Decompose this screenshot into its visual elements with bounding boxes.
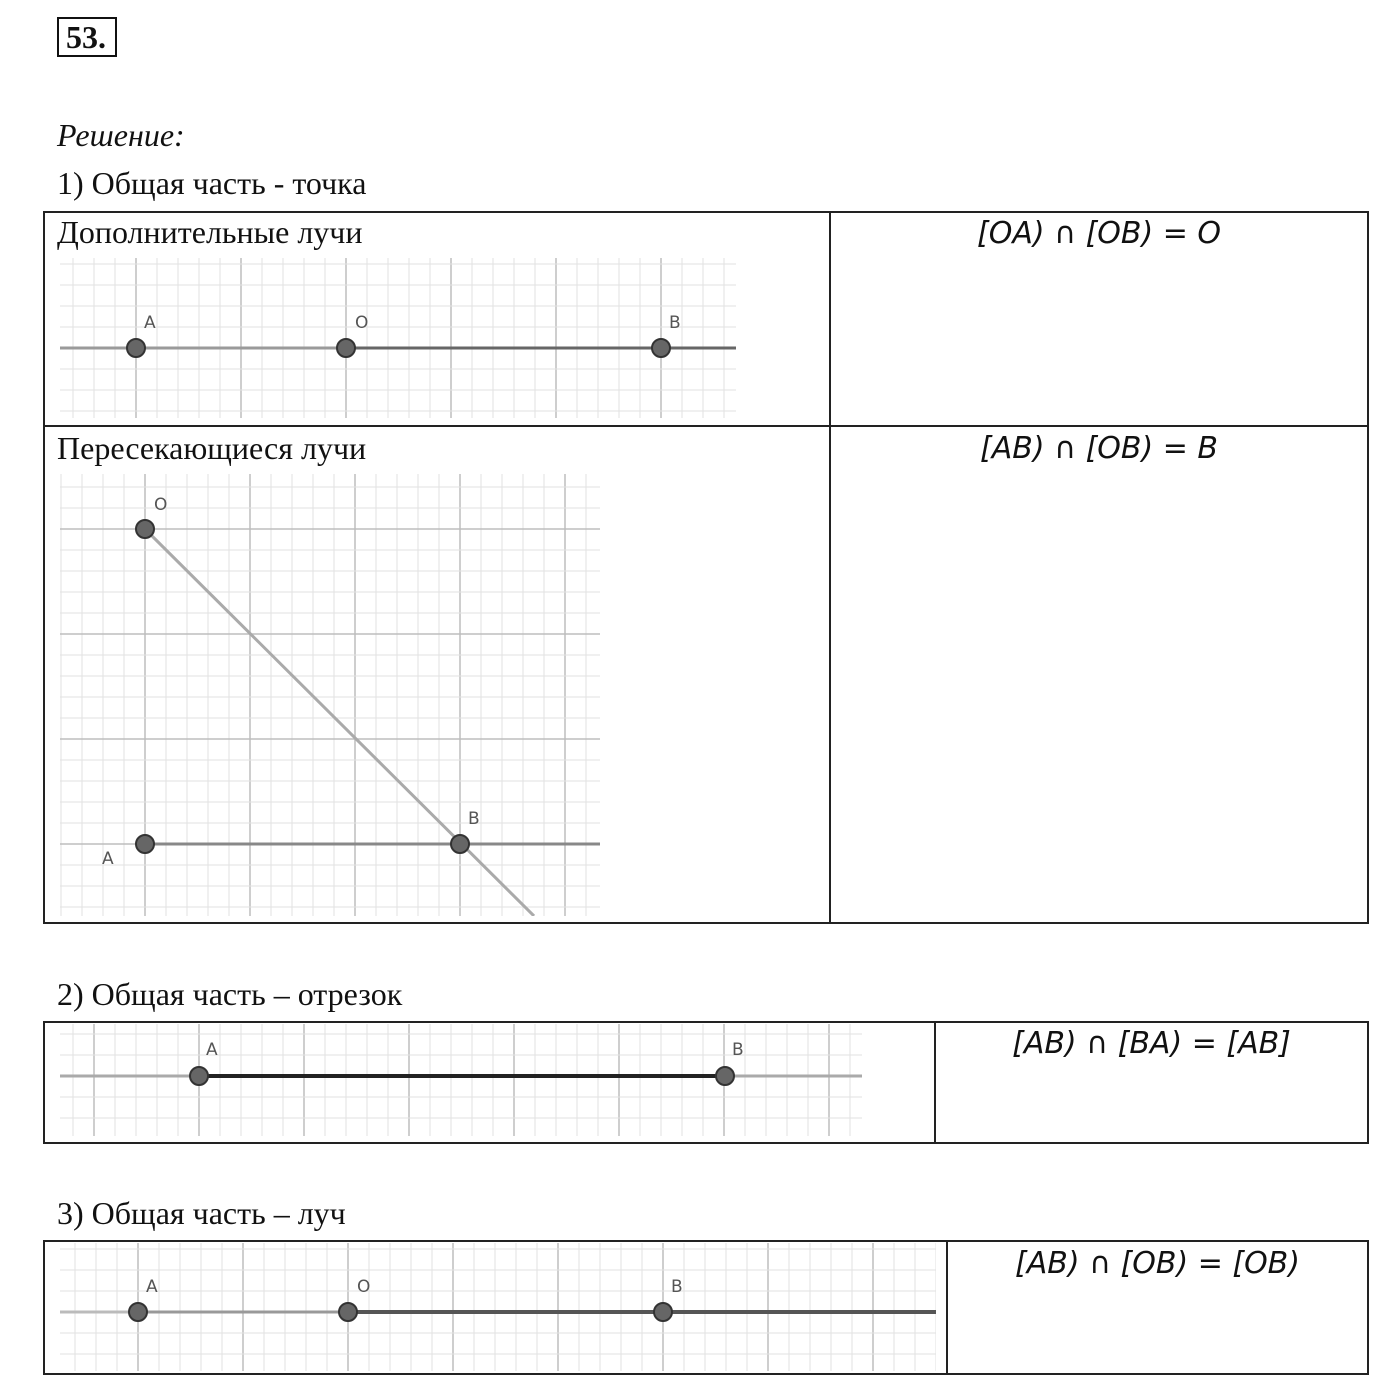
label-a: A — [206, 1040, 218, 1060]
formula-ray: [AB) ∩ [OB) = [OB) — [1015, 1246, 1300, 1281]
ray-ob-line — [145, 529, 534, 916]
point-o — [136, 520, 154, 538]
point-a — [127, 339, 145, 357]
point-b — [654, 1303, 672, 1321]
label-a: A — [102, 849, 114, 869]
formula-complementary-rays: [OA) ∩ [OB) = O — [977, 216, 1221, 251]
grid — [60, 258, 736, 418]
point-a — [129, 1303, 147, 1321]
label-b: B — [669, 313, 681, 333]
row-label-intersecting-rays: Пересекающиеся лучи — [57, 430, 367, 466]
point-a — [190, 1067, 208, 1085]
section-2-heading: 2) Общая часть – отрезок — [57, 976, 403, 1012]
diagram-ray — [60, 1243, 936, 1371]
table-divider — [43, 425, 1369, 427]
point-o — [337, 339, 355, 357]
point-b — [716, 1067, 734, 1085]
table-divider — [829, 211, 831, 924]
label-b: B — [671, 1277, 683, 1297]
problem-number: 53. — [57, 17, 117, 57]
formula-intersecting-rays: [AB) ∩ [OB) = B — [980, 431, 1218, 466]
section-3-heading: 3) Общая часть – луч — [57, 1195, 346, 1231]
label-a: A — [146, 1277, 158, 1297]
label-b: B — [732, 1040, 744, 1060]
label-o: O — [355, 313, 369, 333]
point-a — [136, 835, 154, 853]
formula-segment: [AB) ∩ [BA) = [AB] — [1012, 1026, 1291, 1061]
label-o: O — [357, 1277, 371, 1297]
label-o: O — [154, 495, 168, 515]
point-o — [339, 1303, 357, 1321]
point-b — [652, 339, 670, 357]
section-1-heading: 1) Общая часть - точка — [57, 165, 367, 201]
grid — [60, 1243, 936, 1371]
diagram-segment — [60, 1024, 862, 1136]
diagram-intersecting-rays — [60, 474, 600, 916]
point-b — [451, 835, 469, 853]
diagram-complementary-rays — [60, 258, 736, 418]
label-b: B — [468, 809, 480, 829]
row-label-complementary-rays: Дополнительные лучи — [57, 214, 363, 250]
solution-label: Решение: — [57, 117, 185, 153]
label-a: A — [144, 313, 156, 333]
